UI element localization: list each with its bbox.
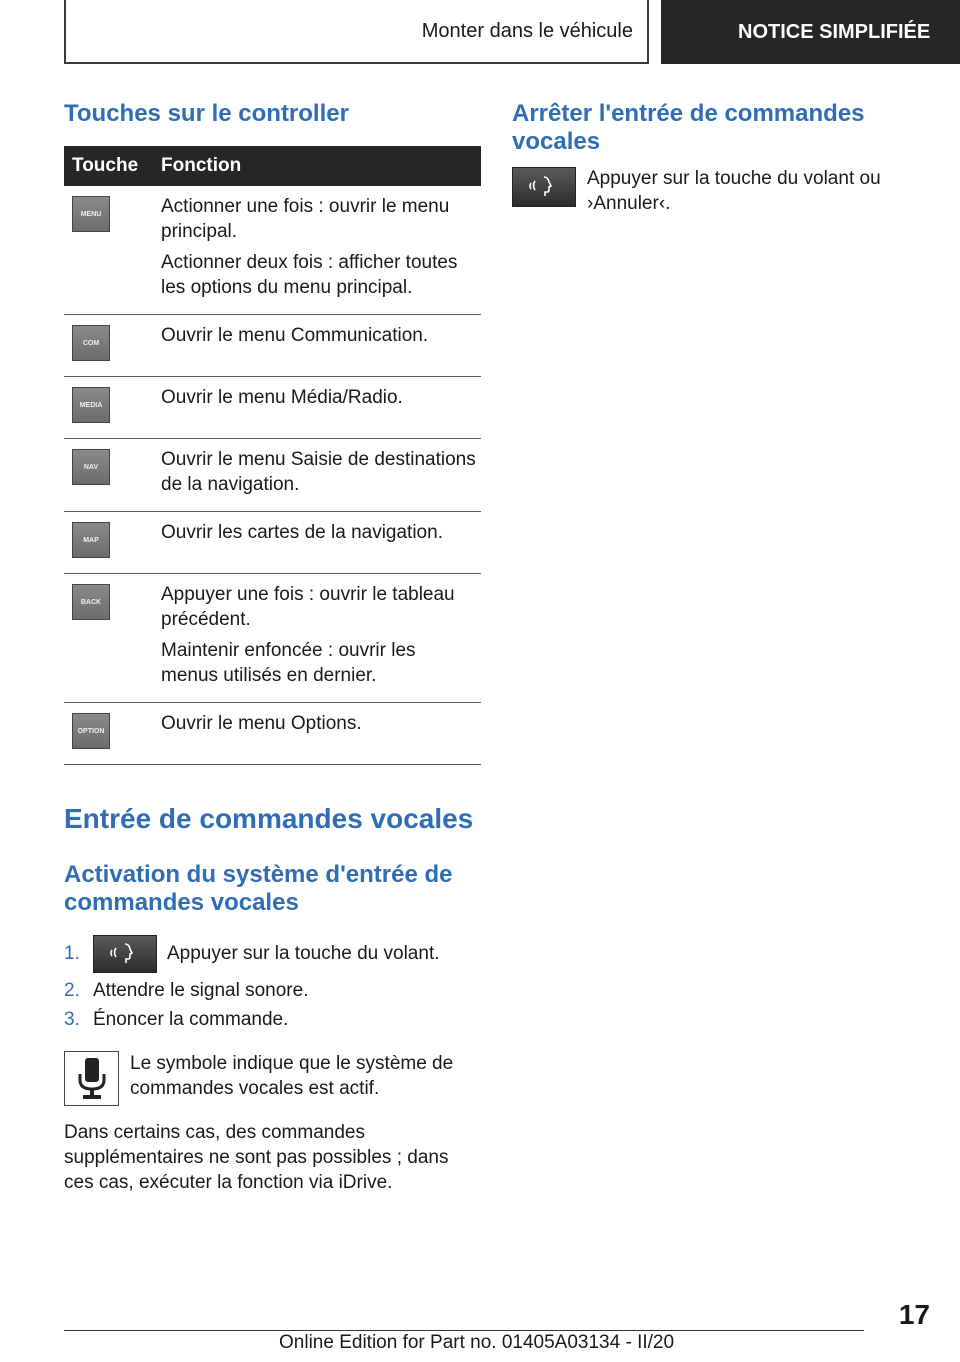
microphone-icon [64, 1051, 119, 1106]
col-key-header: Touche [64, 146, 158, 186]
page-number: 17 [898, 1299, 930, 1330]
list-item [64, 1009, 481, 1031]
step-text: Attendre le signal sonore. [93, 980, 309, 1001]
symbol-note [64, 1051, 481, 1106]
menu-key-icon: MENU [72, 196, 110, 232]
header-tab-label: NOTICE SIMPLIFIÉE [738, 20, 931, 43]
table-row [64, 512, 481, 574]
header-section-label: Monter dans le véhicule [421, 19, 633, 42]
row-text: Maintenir enfoncée : ouvrir les menus utilisés en dernier. [161, 640, 416, 686]
step-number: 3. [64, 1009, 80, 1030]
symbol-note-text: Le symbole indique que le système de commandes vocales est actif. [130, 1053, 454, 1099]
controller-keys-table [64, 146, 481, 765]
footer-edition: Online Edition for Part no. 01405A03134 - II/20 [279, 1332, 675, 1353]
voice-heading: Entrée de commandes vocales [64, 803, 474, 834]
steps-list [64, 935, 481, 1031]
nav-key-icon: NAV [72, 449, 110, 485]
left-column [64, 100, 481, 1195]
table-row [64, 574, 481, 703]
row-text: Appuyer une fois : ouvrir le tableau précédent. [161, 584, 455, 630]
table-row [64, 377, 481, 439]
step-number: 2. [64, 980, 80, 1001]
list-item [64, 935, 481, 973]
activation-heading: Activation du système d'entrée de commandes vocales [64, 861, 453, 916]
stop-note [512, 166, 896, 216]
com-key-icon: COM [72, 325, 110, 361]
row-text: Ouvrir le menu Saisie de destinations de la navigation. [161, 449, 476, 495]
step-text: Énoncer la commande. [93, 1009, 289, 1030]
row-text: Ouvrir le menu Communication. [161, 325, 429, 346]
row-text: Ouvrir les cartes de la navigation. [161, 522, 443, 543]
table-row [64, 186, 481, 315]
footer-divider [64, 1330, 864, 1331]
voice-button-icon [512, 167, 576, 207]
step-text: Appuyer sur la touche du volant. [167, 943, 440, 964]
row-text: Actionner deux fois : afficher toutes les options du menu principal. [161, 252, 458, 298]
header-tab [661, 0, 960, 64]
stop-heading: Arrêter l'entrée de commandes vocales [512, 100, 865, 155]
controller-keys-heading: Touches sur le controller [64, 100, 349, 127]
stop-text: Appuyer sur la touche du volant ou ›Annuler‹. [587, 168, 881, 214]
list-item [64, 980, 481, 1002]
back-key-icon: BACK [72, 584, 110, 620]
table-row [64, 439, 481, 512]
media-key-icon: MEDIA [72, 387, 110, 423]
right-column [512, 100, 896, 216]
option-key-icon: OPTION [72, 713, 110, 749]
map-key-icon: MAP [72, 522, 110, 558]
voice-paragraph: Dans certains cas, des commandes supplémentaires ne sont pas possibles ; dans ces cas, exécuter la fonction via iDrive. [64, 1122, 449, 1193]
voice-button-icon [93, 935, 157, 973]
row-text: Actionner une fois : ouvrir le menu principal. [161, 196, 450, 242]
row-text: Ouvrir le menu Média/Radio. [161, 387, 403, 408]
col-function-header: Fonction [158, 146, 481, 186]
table-row [64, 703, 481, 765]
step-number: 1. [64, 943, 80, 964]
row-text: Ouvrir le menu Options. [161, 713, 362, 734]
table-row [64, 315, 481, 377]
header-section [64, 0, 649, 64]
